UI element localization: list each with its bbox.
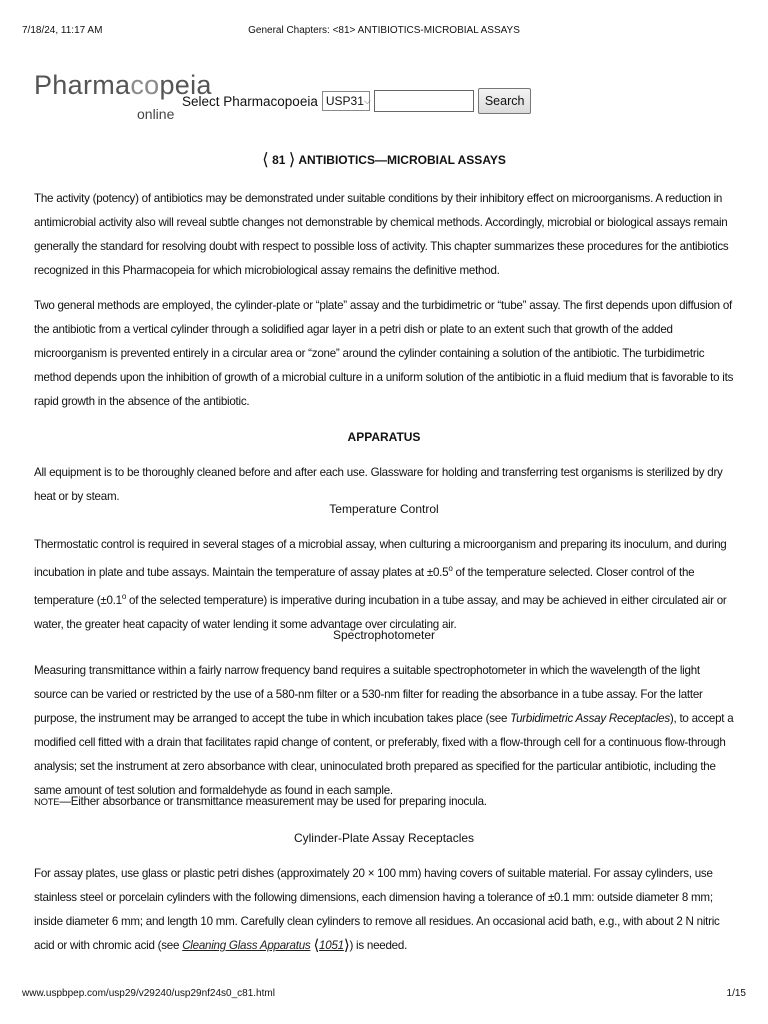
print-title: General Chapters: <81> ANTIBIOTICS-MICROBIAL ASSAYS	[248, 25, 520, 36]
chapter-number: 81	[272, 153, 286, 167]
degree-symbol: o	[448, 564, 453, 573]
intro-paragraph-1: The activity (potency) of antibiotics may be demonstrated under suitable conditions by their inhibitory effect on microorganisms. A reduction in antimicrobial activity also will reveal subtle changes not demonstrable by chemical methods. Accordingly, microbial or biological assays remain generally the standard for resolving doubt with respect to possible loss of activity. This chapter summarizes these procedures for the antibiotics recognized in this Pharmacopeia for which microbiological assay remains the definitive method.	[34, 192, 729, 277]
cleaning-glass-apparatus-link[interactable]: Cleaning Glass Apparatus	[182, 939, 311, 952]
apparatus-paragraph: All equipment is to be thoroughly cleaned before and after each use. Glassware for holding and transferring test organisms is sterilized by dry heat or by steam.	[34, 466, 723, 503]
page-url: www.uspbpep.com/usp29/v29240/usp29nf24s0_c81.html	[22, 988, 275, 999]
chapter-name: ANTIBIOTICS—MICROBIAL ASSAYS	[298, 153, 506, 167]
page-number: 1/15	[726, 988, 746, 999]
degree-symbol: o	[121, 591, 127, 601]
pharmacopeia-logo[interactable]	[34, 70, 212, 126]
chapter-title	[0, 150, 768, 170]
left-angle-bracket: ⟨	[313, 937, 320, 954]
note-paragraph: NOTE—Either absorbance or transmittance measurement may be used for preparing inocula.	[34, 795, 487, 808]
intro-paragraph-2: Two general methods are employed, the cylinder-plate or “plate” assay and the turbidimetric or “tube” assay. The first depends upon diffusion of the antibiotic from a vertical cylinder through a solidified agar layer in a petri dish or plate to an extent such that growth of the added microorganism is prevented entirely in a circular area or “zone” around the cylinder containing a solution of the antibiotic. The turbidimetric method depends upon the inhibition of growth of a microbial culture in a uniform solution of the antibiotic in a fluid medium that is favorable to its rapid growth in the absence of the antibiotic.	[34, 299, 734, 408]
pharmacopoeia-selector	[182, 88, 531, 114]
turbidimetric-reference: Turbidimetric Assay Receptacles	[510, 712, 670, 725]
search-input[interactable]	[374, 90, 474, 112]
select-value: USP31	[325, 94, 364, 108]
logo-wordmark: Pharmacopeia	[34, 70, 212, 100]
spectrophotometer-paragraph: Measuring transmittance within a fairly narrow frequency band requires a suitable spectrophotometer in which the wavelength of the light source can be varied or restricted by the use of a 580-nm filter or a 530-nm filter for reading the absorbance in a tube assay. For the latter purpose, the instrument may be arranged to accept the tube in which incubation takes place (see Turbidimetric Assay Receptacles), to accept a modified cell fitted with a drain that facilitates rapid change of content, or preferably, fixed with a flow-through cell for a continuous flow-through analysis; set the instrument at zero absorbance with clear, uninoculated broth prepared as specified for the particular antibiotic, including the same amount of test solution and formaldehyde as found in each sample.	[34, 664, 734, 797]
print-datetime: 7/18/24, 11:17 AM	[22, 25, 103, 36]
apparatus-heading: APPARATUS	[347, 430, 421, 444]
temperature-control-heading: Temperature Control	[329, 502, 439, 516]
logo-online: online	[137, 106, 175, 122]
spectrophotometer-heading: Spectrophotometer	[332, 628, 436, 642]
temperature-paragraph: Thermostatic control is required in several stages of a microbial assay, when culturing a microorganism and preparing its inoculum, and during incubation in plate and tube assays. Maintain the temperature of assay plates at $\pm 0.5^o$ of the temperature selected. Closer control of the temperature ($\pm 0.1^o$ of the selected temperature) is imperative during incubation in a tube assay, and may be achieved in either circulated air or water, the greater heat capacity of water lending it some advantage over circulating air.	[34, 538, 727, 631]
right-angle-bracket: ⟩	[343, 937, 350, 954]
note-label: NOTE	[34, 797, 60, 808]
right-angle-bracket: ⟩	[288, 150, 296, 169]
left-angle-bracket: ⟨	[262, 150, 269, 169]
chevron-down-icon: ⌵	[363, 95, 371, 106]
cylinder-plate-paragraph: For assay plates, use glass or plastic petri dishes (approximately 20 × 100 mm) having covers of suitable material. For assay cylinders, use stainless steel or porcelain cylinders with the following dimensions, each dimension having a tolerance of ±0.1 mm: outside diameter 8 mm; inside diameter 6 mm; and length 10 mm. Carefully clean cylinders to remove all residues. An occasional acid bath, e.g., with about 2 N nitric acid or with chromic acid (see Cleaning Glass Apparatus ⟨1051⟩) is needed.	[34, 867, 720, 954]
cylinder-plate-heading: Cylinder-Plate Assay Receptacles	[293, 831, 475, 845]
print-header	[22, 25, 746, 39]
chapter-1051-link[interactable]: 1051	[319, 939, 344, 952]
select-label: Select Pharmacopoeia	[182, 93, 318, 109]
search-button[interactable]: Search	[478, 88, 532, 114]
pharmacopoeia-select[interactable]	[322, 91, 370, 111]
